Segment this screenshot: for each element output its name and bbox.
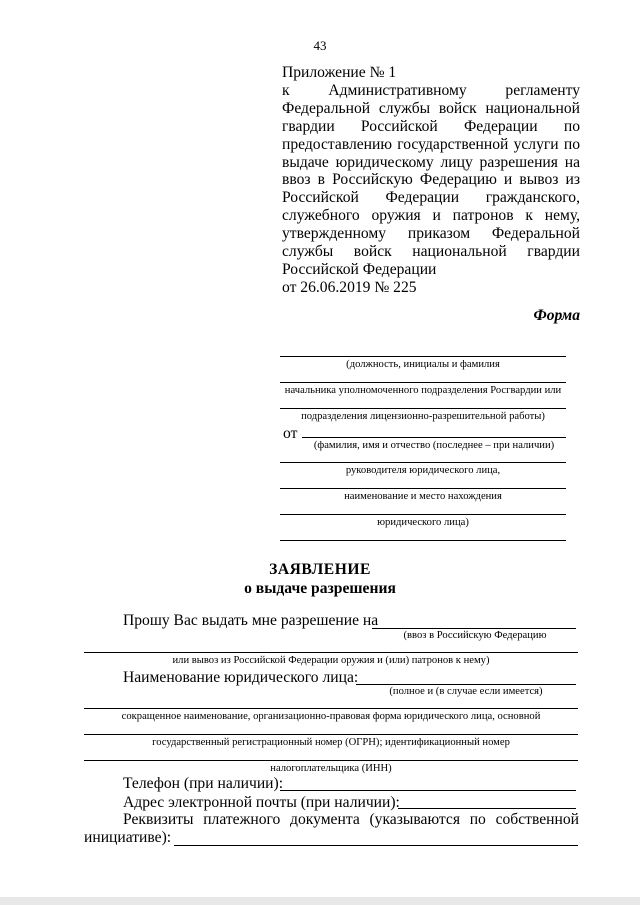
phone-label: Телефон (при наличии): bbox=[123, 775, 284, 792]
email-fill-line[interactable] bbox=[398, 808, 576, 809]
appendix-line: Приложение № 1 bbox=[282, 64, 397, 81]
appendix-block bbox=[282, 64, 580, 297]
request-fill-line[interactable] bbox=[372, 628, 576, 629]
payment-label-cont: инициативе): bbox=[84, 829, 172, 846]
caption: начальника уполномоченного подразделения Росгвардии или bbox=[284, 385, 562, 396]
caption: или вывоз из Российской Федерации оружия и (или) патронов к нему) bbox=[172, 655, 490, 666]
caption: наименование и место нахождения bbox=[344, 491, 502, 502]
caption: налогоплательщика (ИНН) bbox=[270, 763, 392, 774]
from-label: от bbox=[283, 425, 298, 442]
appendix-line: от 26.06.2019 № 225 bbox=[282, 278, 417, 296]
appendix-line: Российской Федерации гражданского, bbox=[282, 189, 580, 207]
appendix-line: Федеральной службы войск национальной bbox=[282, 99, 580, 117]
entity-fill-line[interactable] bbox=[84, 734, 578, 735]
appendix-line: служебного оружия и патронов к нему, bbox=[282, 207, 580, 225]
appendix-line: выдаче юридическому лицу разрешения на bbox=[282, 153, 580, 171]
request-text: Прошу Вас выдать мне разрешение на bbox=[123, 612, 379, 629]
document-title: ЗАЯВЛЕНИЕ bbox=[269, 561, 371, 578]
appendix-line: гвардии Российской Федерации по bbox=[282, 117, 580, 135]
fill-line[interactable] bbox=[280, 382, 566, 383]
form-label: Форма bbox=[533, 307, 580, 324]
appendix-line: предоставлению государственной услуги по bbox=[282, 135, 580, 153]
caption: юридического лица) bbox=[377, 517, 469, 528]
fill-line[interactable] bbox=[280, 462, 566, 463]
fill-line[interactable] bbox=[280, 408, 566, 409]
scan-edge bbox=[0, 897, 640, 905]
payment-fill-line[interactable] bbox=[174, 845, 578, 846]
fill-line[interactable] bbox=[280, 356, 566, 357]
entity-name-label: Наименование юридического лица: bbox=[123, 669, 359, 686]
appendix-line: службы войск национальной гвардии bbox=[282, 243, 580, 261]
caption: (должность, инициалы и фамилия bbox=[346, 359, 500, 370]
caption: (ввоз в Российскую Федерацию bbox=[403, 630, 547, 641]
appendix-line: ввоз в Российскую Федерацию и вывоз из bbox=[282, 171, 580, 189]
email-label: Адрес электронной почты (при наличии): bbox=[123, 794, 400, 811]
appendix-line: утвержденному приказом Федеральной bbox=[282, 225, 580, 243]
fill-line[interactable] bbox=[280, 488, 566, 489]
caption: сокращенное наименование, организационно-правовая форма юридического лица, основной bbox=[121, 711, 541, 722]
request-fill-line-2[interactable] bbox=[84, 652, 578, 653]
entity-name-fill-line[interactable] bbox=[356, 684, 576, 685]
caption: (полное и (в случае если имеется) bbox=[389, 686, 543, 697]
caption: руководителя юридического лица, bbox=[345, 465, 501, 476]
document-subtitle: о выдаче разрешения bbox=[244, 580, 396, 597]
caption: (фамилия, имя и отчество (последнее – при наличии) bbox=[313, 440, 555, 451]
fill-line[interactable] bbox=[302, 437, 566, 438]
entity-fill-line[interactable] bbox=[84, 708, 578, 709]
caption: государственный регистрационный номер (ОГРН); идентификационный номер bbox=[152, 737, 510, 748]
page-number: 43 bbox=[313, 38, 327, 53]
fill-line[interactable] bbox=[280, 514, 566, 515]
payment-label: Реквизиты платежного документа (указываются по собственной bbox=[123, 811, 579, 828]
caption: подразделения лицензионно-разрешительной работы) bbox=[301, 411, 545, 422]
fill-line[interactable] bbox=[280, 540, 566, 541]
appendix-line: к Административному регламенту bbox=[282, 81, 580, 99]
phone-fill-line[interactable] bbox=[280, 790, 576, 791]
entity-fill-line[interactable] bbox=[84, 760, 578, 761]
appendix-line: Российской Федерации bbox=[282, 260, 437, 278]
